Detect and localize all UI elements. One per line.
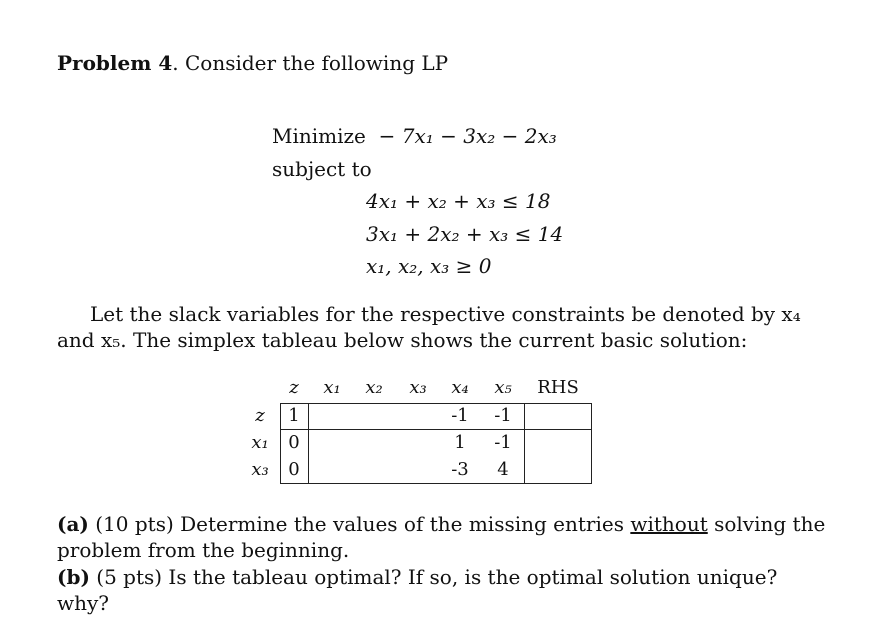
- nonnegativity-constraint: x₁, x₂, x₃ ≥ 0: [366, 254, 492, 278]
- table-border-top: [280, 403, 592, 404]
- table-cell: -1: [494, 405, 512, 426]
- table-cell: 4: [497, 459, 509, 480]
- header-x3: x₃: [409, 377, 427, 398]
- header-z: z: [289, 377, 299, 398]
- question-a-text-end: solving the: [714, 512, 826, 536]
- table-cell: -3: [451, 459, 469, 480]
- question-a-line-2: problem from the beginning.: [57, 538, 350, 562]
- row-basis-label: x₁: [251, 432, 269, 453]
- question-a-text: (10 pts) Determine the values of the missing entries: [95, 512, 624, 536]
- row-basis-label: x₃: [251, 459, 269, 480]
- question-b-text: (5 pts) Is the tableau optimal? If so, is the optimal solution unique?: [96, 565, 778, 589]
- problem-heading: [57, 51, 448, 75]
- table-border-right: [591, 403, 592, 484]
- table-cell: 0: [288, 432, 300, 453]
- table-cell: 1: [454, 432, 466, 453]
- header-x2: x₂: [365, 377, 383, 398]
- question-b-label: (b): [57, 565, 90, 589]
- table-cell: -1: [451, 405, 469, 426]
- objective-expression: − 7x₁ − 3x₂ − 2x₃: [378, 124, 557, 148]
- header-x5: x₅: [494, 377, 512, 398]
- paragraph-line-1: Let the slack variables for the respective constraints be denoted by x₄: [90, 302, 801, 326]
- table-border-left: [280, 403, 281, 484]
- question-a-line-1: [57, 512, 825, 536]
- table-cell: 1: [288, 405, 300, 426]
- table-divider: [308, 403, 309, 484]
- question-b-line-2: why?: [57, 591, 110, 615]
- problem-intro: . Consider the following LP: [172, 51, 449, 75]
- table-divider: [524, 403, 525, 484]
- table-cell: 0: [288, 459, 300, 480]
- header-x1: x₁: [323, 377, 341, 398]
- table-cell: -1: [494, 432, 512, 453]
- row-basis-label: z: [255, 405, 265, 426]
- table-border-bottom: [280, 483, 592, 484]
- header-rhs: RHS: [537, 377, 579, 398]
- objective-word: Minimize: [272, 124, 366, 148]
- constraint-2: 3x₁ + 2x₂ + x₃ ≤ 14: [366, 222, 564, 246]
- lp-objective: [272, 124, 557, 148]
- table-divider: [280, 429, 592, 430]
- question-a-emphasis: without: [630, 512, 708, 536]
- question-a-label: (a): [57, 512, 89, 536]
- subject-to: subject to: [272, 157, 372, 181]
- question-b-line-1: [57, 565, 777, 589]
- constraint-1: 4x₁ + x₂ + x₃ ≤ 18: [366, 189, 551, 213]
- problem-label: Problem 4: [57, 51, 173, 75]
- header-x4: x₄: [451, 377, 469, 398]
- paragraph-line-2: and x₅. The simplex tableau below shows the current basic solution:: [57, 328, 748, 352]
